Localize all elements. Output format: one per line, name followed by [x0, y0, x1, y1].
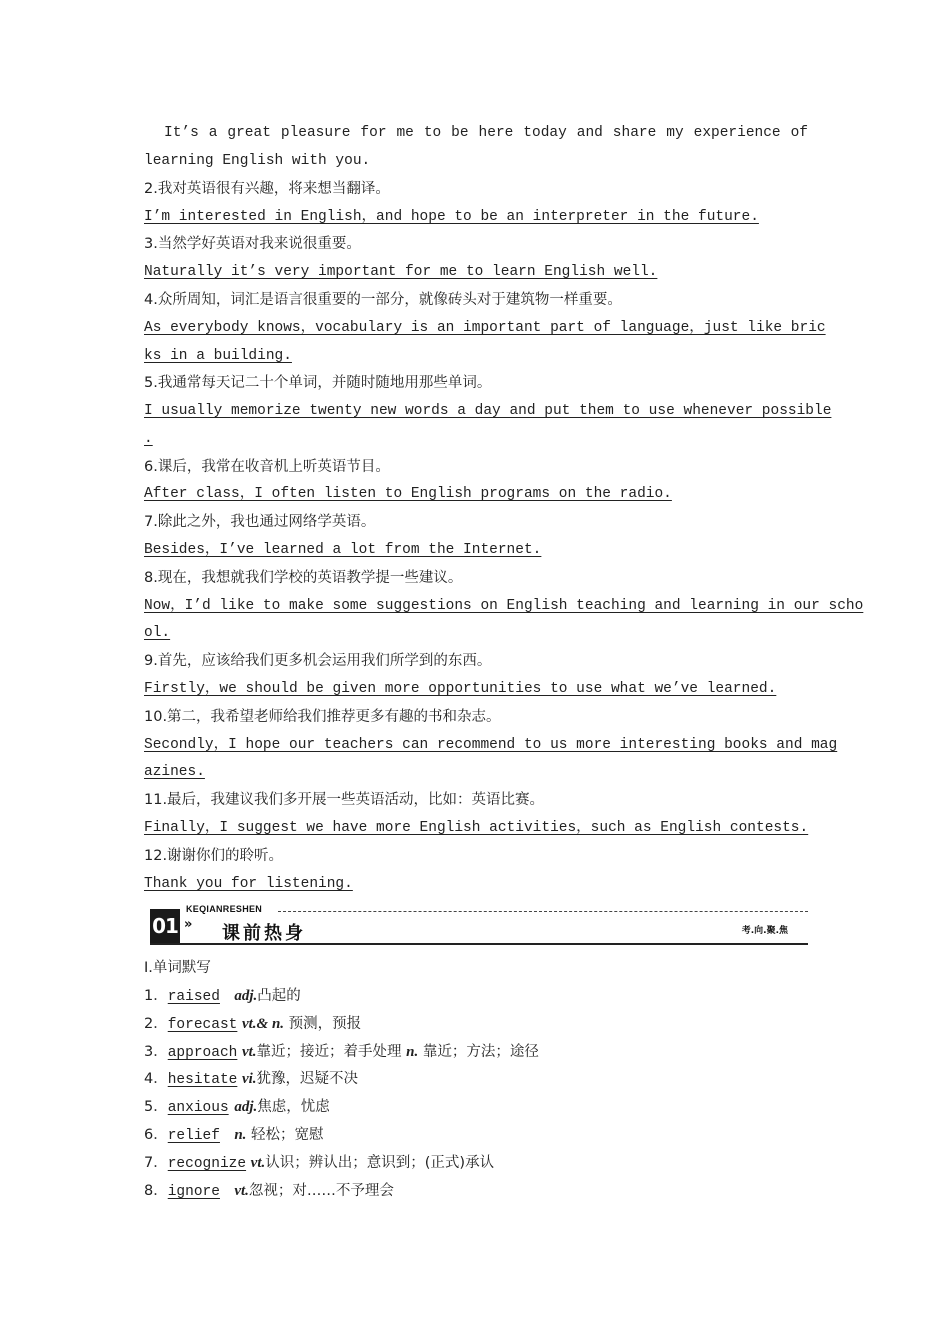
sentence-en-12: Thank you for listening.: [144, 876, 353, 892]
sentence-cn-11: 11.最后，我建议我们多开展一些英语活动，比如：英语比赛。: [144, 792, 545, 808]
sentence-cn-8: 8.现在，我想就我们学校的英语教学提一些建议。: [144, 570, 463, 586]
sentence-en-9: Firstly，we should be given more opportunities to use what we’ve learned.: [144, 681, 777, 697]
sentence-en-10b: azines.: [144, 764, 205, 780]
vocab-item-5: 5．anxious adj.焦虑，忧虑: [144, 1099, 330, 1116]
sentence-cn-4: 4.众所周知，词汇是语言很重要的一部分，就像砖头对于建筑物一样重要。: [144, 292, 622, 308]
vocab-heading: Ⅰ.单词默写: [144, 960, 211, 976]
vocab-item-7: 7．recognize vt.认识；辨认出；意识到；(正式)承认: [144, 1155, 495, 1172]
intro-line-1: It’s a great pleasure for me to be here today and share my experience of: [164, 125, 808, 141]
section-tag: 考.向.聚.焦: [741, 926, 788, 936]
sentence-en-5a: I usually memorize twenty new words a day and put them to use whenever possible: [144, 403, 832, 419]
vocab-item-4: 4．hesitate vi.犹豫，迟疑不决: [144, 1071, 359, 1088]
sentence-cn-7: 7.除此之外，我也通过网络学英语。: [144, 514, 376, 530]
section-number-badge: 01: [150, 909, 180, 943]
vocab-item-1: 1．raised adj.凸起的: [144, 988, 301, 1005]
sentence-cn-3: 3.当然学好英语对我来说很重要。: [144, 236, 361, 252]
section-banner: [148, 905, 808, 945]
sentence-en-4a: As everybody knows，vocabulary is an important part of language，just like bric: [144, 320, 826, 336]
sentence-en-6: After class，I often listen to English programs on the radio.: [144, 486, 672, 502]
sentence-en-3: Naturally it’s very important for me to learn English well.: [144, 264, 658, 280]
sentence-cn-12: 12.谢谢你们的聆听。: [144, 848, 284, 864]
section-pinyin: KEQIANRESHEN: [186, 904, 263, 914]
sentence-en-2: I’m interested in English，and hope to be an interpreter in the future.: [144, 209, 759, 225]
section-title: 课前热身: [222, 923, 306, 944]
vocab-item-8: 8．ignore vt.忽视；对……不予理会: [144, 1183, 394, 1200]
sentence-cn-2: 2.我对英语很有兴趣，将来想当翻译。: [144, 181, 390, 197]
sentence-cn-10: 10.第二，我希望老师给我们推荐更多有趣的书和杂志。: [144, 709, 501, 725]
sentence-en-5b: .: [144, 431, 153, 447]
sentence-cn-5: 5.我通常每天记二十个单词，并随时随地用那些单词。: [144, 375, 492, 391]
banner-dashed-divider: [278, 911, 808, 912]
sentence-en-7: Besides，I’ve learned a lot from the Internet.: [144, 542, 542, 558]
sentence-en-11: Finally，I suggest we have more English activities，such as English contests.: [144, 820, 809, 836]
vocab-item-6: 6．relief n. 轻松；宽慰: [144, 1127, 324, 1144]
chevron-icon: »: [184, 917, 193, 932]
banner-underline: [150, 943, 808, 945]
sentence-cn-6: 6.课后，我常在收音机上听英语节目。: [144, 459, 390, 475]
intro-line-2: learning English with you.: [144, 153, 371, 169]
sentence-cn-9: 9.首先，应该给我们更多机会运用我们所学到的东西。: [144, 653, 492, 669]
sentence-en-4b: ks in a building.: [144, 348, 292, 364]
sentence-en-8b: ol.: [144, 625, 171, 641]
sentence-en-8a: Now，I’d like to make some suggestions on English teaching and learning in our scho: [144, 598, 864, 614]
vocab-item-2: 2．forecast vt.& n. 预测，预报: [144, 1016, 362, 1033]
vocab-item-3: 3．approach vt.靠近；接近；着手处理 n. 靠近；方法；途径: [144, 1044, 539, 1061]
sentence-en-10a: Secondly，I hope our teachers can recommend to us more interesting books and mag: [144, 737, 838, 753]
